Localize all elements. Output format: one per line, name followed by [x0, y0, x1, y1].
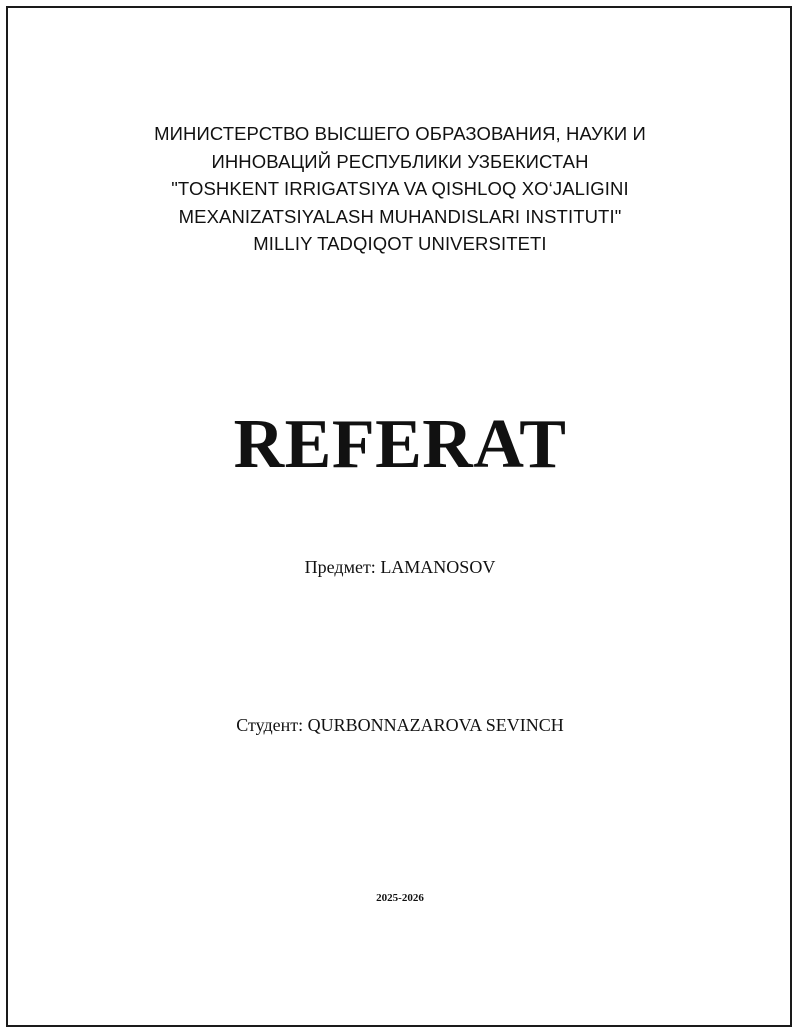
subject-label: Предмет:	[304, 557, 376, 577]
header-line-4: MEXANIZATSIYALASH MUHANDISLARI INSTITUTI"	[178, 205, 622, 227]
document-title: REFERAT	[233, 406, 567, 483]
academic-year: 2025-2026	[376, 892, 424, 904]
header-line-1: МИНИСТЕРСТВО ВЫСШЕГО ОБРАЗОВАНИЯ, НАУКИ И	[154, 123, 646, 144]
student-label: Студент:	[236, 715, 304, 735]
student-name: QURBONNAZAROVA SEVINCH	[307, 715, 564, 735]
header-line-2: ИННОВАЦИЙ РЕСПУБЛИКИ УЗБЕКИСТАН	[211, 150, 589, 172]
student-line	[0, 713, 800, 737]
header-line-3: "TOSHKENT IRRIGATSIYA VA QISHLOQ XO‘JALIGINI	[171, 178, 629, 200]
subject-value: LAMANOSOV	[380, 557, 496, 577]
header-line-5: MILLIY TADQIQOT UNIVERSITETI	[253, 233, 547, 255]
subject-line	[0, 555, 800, 579]
institution-header	[0, 120, 800, 258]
